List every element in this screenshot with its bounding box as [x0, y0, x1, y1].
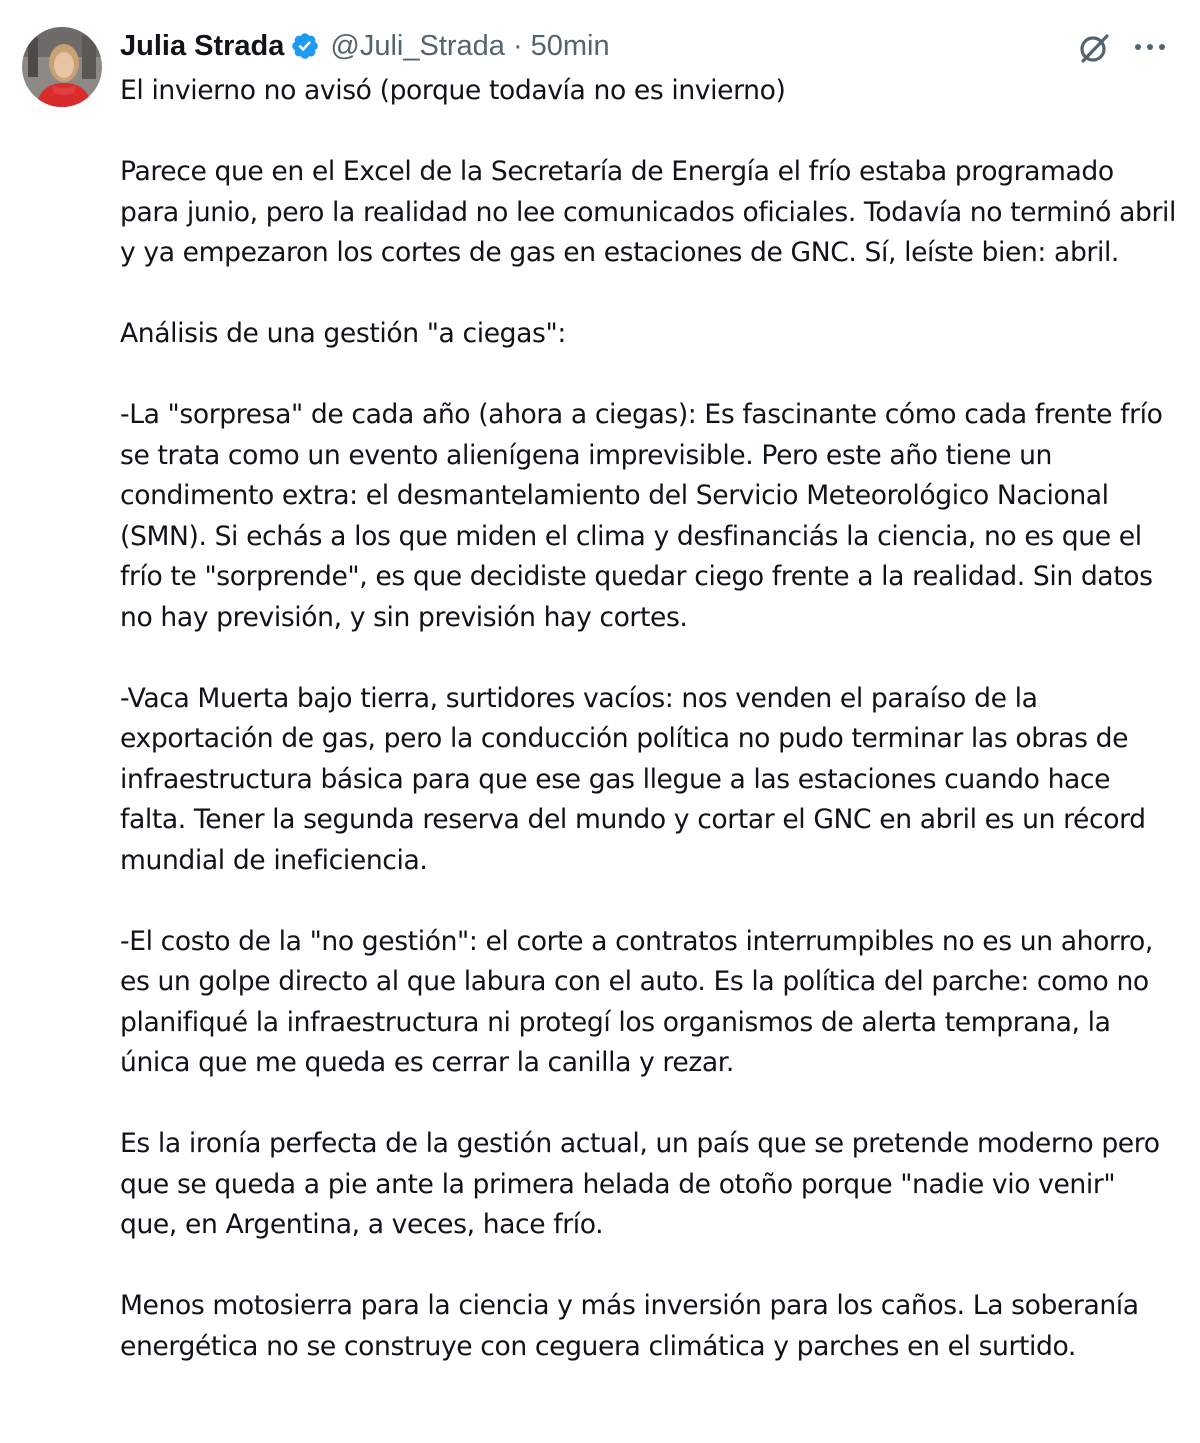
display-name[interactable]: Julia Strada	[120, 29, 285, 62]
user-handle[interactable]: @Juli_Strada	[330, 29, 505, 62]
avatar[interactable]	[22, 27, 102, 107]
verified-badge-icon	[290, 31, 320, 61]
tweet-paragraph: -Vaca Muerta bajo tierra, surtidores vacíos: nos venden el paraíso de la exportación de gas, pero la conducción política no pudo terminar las obras de infraestructura básica para que ese gas llegue a las estaciones cuando hace falta. Tener la segunda reserva del mundo y cortar el GNC en abril es un récord mundial de ineficiencia.	[120, 682, 1146, 876]
tweet-paragraph: -La "sorpresa" de cada año (ahora a ciegas): Es fascinante cómo cada frente frío se trata como un evento alienígena imprevisible. Pero este año tiene un condimento extra: el desmantelamiento del Servicio Meteorológico Nacional (SMN). Si echás a los que miden el clima y desfinanciás la ciencia, no es que el frío te "sorprende", es que decidiste quedar ciego frente a la realidad. Sin datos no hay previsión, y sin previsión hay cortes.	[120, 399, 1163, 633]
tweet-paragraph: Parece que en el Excel de la Secretaría de Energía el frío estaba programado para junio, pero la realidad no lee comunicados oficiales. Todavía no terminó abril y ya empezaron los cortes de gas en estaciones de GNC. Sí, leíste bien: abril.	[120, 156, 1176, 268]
grok-icon[interactable]	[1076, 30, 1112, 66]
tweet-paragraph-title: El invierno no avisó (porque todavía no es invierno)	[120, 75, 786, 106]
tweet-header	[120, 26, 610, 66]
tweet-paragraph: Análisis de una gestión "a ciegas":	[120, 318, 566, 349]
separator-dot: ·	[512, 29, 523, 62]
timestamp[interactable]: 50min	[530, 29, 610, 62]
tweet-paragraph: Menos motosierra para la ciencia y más inversión para los caños. La soberanía energética no se construye con ceguera climática y parches en el surtido.	[120, 1290, 1139, 1362]
tweet-paragraph: -El costo de la "no gestión": el corte a contratos interrumpibles no es un ahorro, es un golpe directo al que labura con el auto. Es la política del parche: como no planifiqué la infraestructura ni protegí los organismos de alerta temprana, la única que me queda es cerrar la canilla y rezar.	[120, 925, 1153, 1078]
avatar-image	[22, 27, 102, 107]
more-options-icon[interactable]	[1130, 30, 1170, 66]
tweet-text	[120, 71, 1180, 1367]
tweet-paragraph: Es la ironía perfecta de la gestión actual, un país que se pretende moderno pero que se queda a pie ante la primera helada de otoño porque "nadie vio venir" que, en Argentina, a veces, hace frío.	[120, 1128, 1160, 1240]
